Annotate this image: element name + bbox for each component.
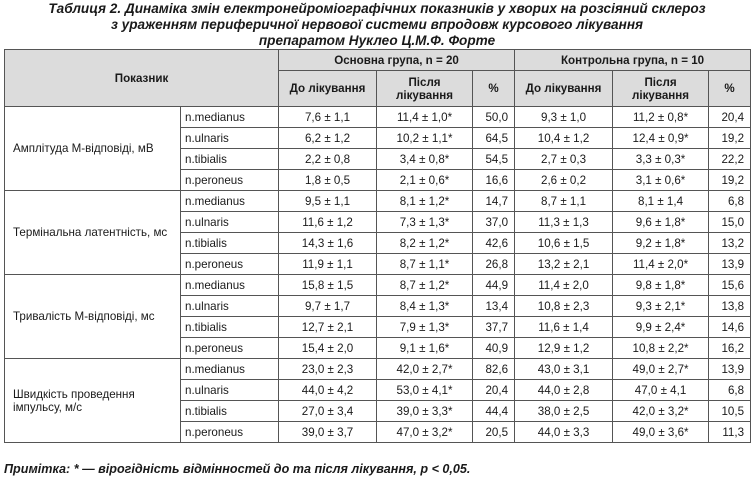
header-main-group: Основна група, n = 20 (279, 50, 515, 71)
nerve-cell: n.ulnaris (181, 380, 279, 401)
nerve-cell: n.peroneus (181, 254, 279, 275)
value-cell-m-pct: 50,0 (473, 107, 515, 128)
value-cell-m-before: 14,3 ± 1,6 (279, 233, 377, 254)
value-cell-c-before: 11,3 ± 1,3 (515, 212, 613, 233)
value-cell-c-before: 12,9 ± 1,2 (515, 338, 613, 359)
value-cell-c-after: 11,4 ± 2,0* (613, 254, 709, 275)
value-cell-c-pct: 14,6 (709, 317, 751, 338)
value-cell-m-pct: 64,5 (473, 128, 515, 149)
table-row (5, 275, 751, 296)
value-cell-c-before: 10,6 ± 1,5 (515, 233, 613, 254)
value-cell-m-after: 53,0 ± 4,1* (377, 380, 473, 401)
nerve-cell: n.tibialis (181, 401, 279, 422)
value-cell-m-pct: 40,9 (473, 338, 515, 359)
value-cell-m-after: 3,4 ± 0,8* (377, 149, 473, 170)
value-cell-c-after: 9,9 ± 2,4* (613, 317, 709, 338)
value-cell-c-before: 2,6 ± 0,2 (515, 170, 613, 191)
header-main-percent: % (473, 71, 515, 107)
value-cell-c-after: 47,0 ± 4,1 (613, 380, 709, 401)
value-cell-m-after: 7,3 ± 1,3* (377, 212, 473, 233)
value-cell-c-before: 2,7 ± 0,3 (515, 149, 613, 170)
parameter-cell: Термінальна латентність, мс (5, 191, 181, 275)
value-cell-c-after: 12,4 ± 0,9* (613, 128, 709, 149)
value-cell-c-pct: 13,9 (709, 359, 751, 380)
value-cell-m-after: 39,0 ± 3,3* (377, 401, 473, 422)
nerve-cell: n.peroneus (181, 422, 279, 443)
value-cell-c-before: 11,6 ± 1,4 (515, 317, 613, 338)
value-cell-m-pct: 26,8 (473, 254, 515, 275)
value-cell-m-before: 11,6 ± 1,2 (279, 212, 377, 233)
value-cell-m-before: 6,2 ± 1,2 (279, 128, 377, 149)
value-cell-c-before: 44,0 ± 3,3 (515, 422, 613, 443)
value-cell-m-before: 9,5 ± 1,1 (279, 191, 377, 212)
nerve-cell: n.medianus (181, 359, 279, 380)
value-cell-m-after: 47,0 ± 3,2* (377, 422, 473, 443)
nerve-cell: n.medianus (181, 191, 279, 212)
value-cell-c-before: 38,0 ± 2,5 (515, 401, 613, 422)
value-cell-m-before: 23,0 ± 2,3 (279, 359, 377, 380)
value-cell-c-after: 8,1 ± 1,4 (613, 191, 709, 212)
value-cell-c-after: 9,2 ± 1,8* (613, 233, 709, 254)
table-body (5, 107, 751, 443)
value-cell-c-pct: 15,0 (709, 212, 751, 233)
value-cell-c-after: 10,8 ± 2,2* (613, 338, 709, 359)
value-cell-c-pct: 13,2 (709, 233, 751, 254)
value-cell-m-before: 15,8 ± 1,5 (279, 275, 377, 296)
caption-line-1: Таблиця 2. Динаміка змін електронейроміографічних показників у хворих на розсіяний склероз (48, 1, 706, 16)
value-cell-m-after: 7,9 ± 1,3* (377, 317, 473, 338)
value-cell-m-after: 10,2 ± 1,1* (377, 128, 473, 149)
header-control-percent: % (709, 71, 751, 107)
value-cell-c-after: 11,2 ± 0,8* (613, 107, 709, 128)
value-cell-m-pct: 14,7 (473, 191, 515, 212)
nerve-cell: n.medianus (181, 275, 279, 296)
value-cell-m-after: 8,4 ± 1,3* (377, 296, 473, 317)
value-cell-m-before: 27,0 ± 3,4 (279, 401, 377, 422)
value-cell-c-before: 8,7 ± 1,1 (515, 191, 613, 212)
value-cell-c-after: 3,1 ± 0,6* (613, 170, 709, 191)
table-caption (0, 0, 754, 48)
value-cell-c-pct: 20,4 (709, 107, 751, 128)
footnote: Примітка: * — вірогідність відмінностей до та після лікування, р < 0,05. (4, 462, 471, 476)
value-cell-m-pct: 13,4 (473, 296, 515, 317)
value-cell-c-after: 49,0 ± 3,6* (613, 422, 709, 443)
value-cell-m-pct: 16,6 (473, 170, 515, 191)
value-cell-c-pct: 11,3 (709, 422, 751, 443)
value-cell-c-before: 43,0 ± 3,1 (515, 359, 613, 380)
caption-line-3: препаратом Нуклео Ц.М.Ф. Форте (258, 33, 496, 48)
value-cell-m-after: 9,1 ± 1,6* (377, 338, 473, 359)
parameter-cell: Амплітуда М-відповіді, мВ (5, 107, 181, 191)
value-cell-c-before: 10,8 ± 2,3 (515, 296, 613, 317)
table-row (5, 107, 751, 128)
value-cell-c-before: 9,3 ± 1,0 (515, 107, 613, 128)
value-cell-m-pct: 54,5 (473, 149, 515, 170)
value-cell-m-after: 8,7 ± 1,1* (377, 254, 473, 275)
value-cell-c-after: 9,3 ± 2,1* (613, 296, 709, 317)
value-cell-c-pct: 13,9 (709, 254, 751, 275)
nerve-cell: n.peroneus (181, 338, 279, 359)
value-cell-c-pct: 10,5 (709, 401, 751, 422)
value-cell-m-pct: 37,0 (473, 212, 515, 233)
table-row (5, 191, 751, 212)
value-cell-m-before: 12,7 ± 2,1 (279, 317, 377, 338)
value-cell-c-pct: 19,2 (709, 128, 751, 149)
nerve-cell: n.tibialis (181, 149, 279, 170)
value-cell-c-pct: 19,2 (709, 170, 751, 191)
table-row (5, 359, 751, 380)
value-cell-c-after: 9,8 ± 1,8* (613, 275, 709, 296)
value-cell-c-before: 44,0 ± 2,8 (515, 380, 613, 401)
value-cell-c-after: 42,0 ± 3,2* (613, 401, 709, 422)
value-cell-m-after: 11,4 ± 1,0* (377, 107, 473, 128)
value-cell-c-pct: 16,2 (709, 338, 751, 359)
value-cell-m-before: 44,0 ± 4,2 (279, 380, 377, 401)
nerve-cell: n.medianus (181, 107, 279, 128)
value-cell-m-before: 7,6 ± 1,1 (279, 107, 377, 128)
value-cell-m-after: 8,2 ± 1,2* (377, 233, 473, 254)
parameter-cell: Швидкість проведення імпульсу, м/с (5, 359, 181, 443)
value-cell-m-after: 8,1 ± 1,2* (377, 191, 473, 212)
nerve-cell: n.ulnaris (181, 296, 279, 317)
value-cell-m-before: 1,8 ± 0,5 (279, 170, 377, 191)
header-control-after: Після лікування (613, 71, 709, 107)
value-cell-c-after: 3,3 ± 0,3* (613, 149, 709, 170)
value-cell-m-pct: 82,6 (473, 359, 515, 380)
parameter-cell: Тривалість М-відповіді, мс (5, 275, 181, 359)
value-cell-c-pct: 6,8 (709, 191, 751, 212)
value-cell-m-before: 9,7 ± 1,7 (279, 296, 377, 317)
value-cell-m-before: 15,4 ± 2,0 (279, 338, 377, 359)
value-cell-m-after: 42,0 ± 2,7* (377, 359, 473, 380)
value-cell-m-before: 39,0 ± 3,7 (279, 422, 377, 443)
value-cell-m-before: 11,9 ± 1,1 (279, 254, 377, 275)
value-cell-m-pct: 37,7 (473, 317, 515, 338)
value-cell-m-after: 2,1 ± 0,6* (377, 170, 473, 191)
value-cell-c-pct: 15,6 (709, 275, 751, 296)
caption-line-2: з ураженням периферичної нервової системи впродовж курсового лікування (110, 17, 644, 32)
value-cell-m-pct: 20,5 (473, 422, 515, 443)
value-cell-c-pct: 13,8 (709, 296, 751, 317)
value-cell-c-before: 13,2 ± 2,1 (515, 254, 613, 275)
value-cell-m-pct: 44,9 (473, 275, 515, 296)
header-control-group: Контрольна група, n = 10 (515, 50, 751, 71)
value-cell-c-after: 9,6 ± 1,8* (613, 212, 709, 233)
header-main-before: До лікування (279, 71, 377, 107)
value-cell-c-pct: 22,2 (709, 149, 751, 170)
header-control-before: До лікування (515, 71, 613, 107)
emg-table (4, 49, 751, 443)
nerve-cell: n.ulnaris (181, 128, 279, 149)
value-cell-m-pct: 42,6 (473, 233, 515, 254)
nerve-cell: n.tibialis (181, 317, 279, 338)
value-cell-m-pct: 20,4 (473, 380, 515, 401)
value-cell-m-pct: 44,4 (473, 401, 515, 422)
header-indicator: Показник (5, 50, 279, 107)
value-cell-c-after: 49,0 ± 2,7* (613, 359, 709, 380)
nerve-cell: n.peroneus (181, 170, 279, 191)
value-cell-c-before: 11,4 ± 2,0 (515, 275, 613, 296)
value-cell-m-after: 8,7 ± 1,2* (377, 275, 473, 296)
value-cell-c-before: 10,4 ± 1,2 (515, 128, 613, 149)
value-cell-m-before: 2,2 ± 0,8 (279, 149, 377, 170)
header-main-after: Після лікування (377, 71, 473, 107)
value-cell-c-pct: 6,8 (709, 380, 751, 401)
nerve-cell: n.ulnaris (181, 212, 279, 233)
nerve-cell: n.tibialis (181, 233, 279, 254)
